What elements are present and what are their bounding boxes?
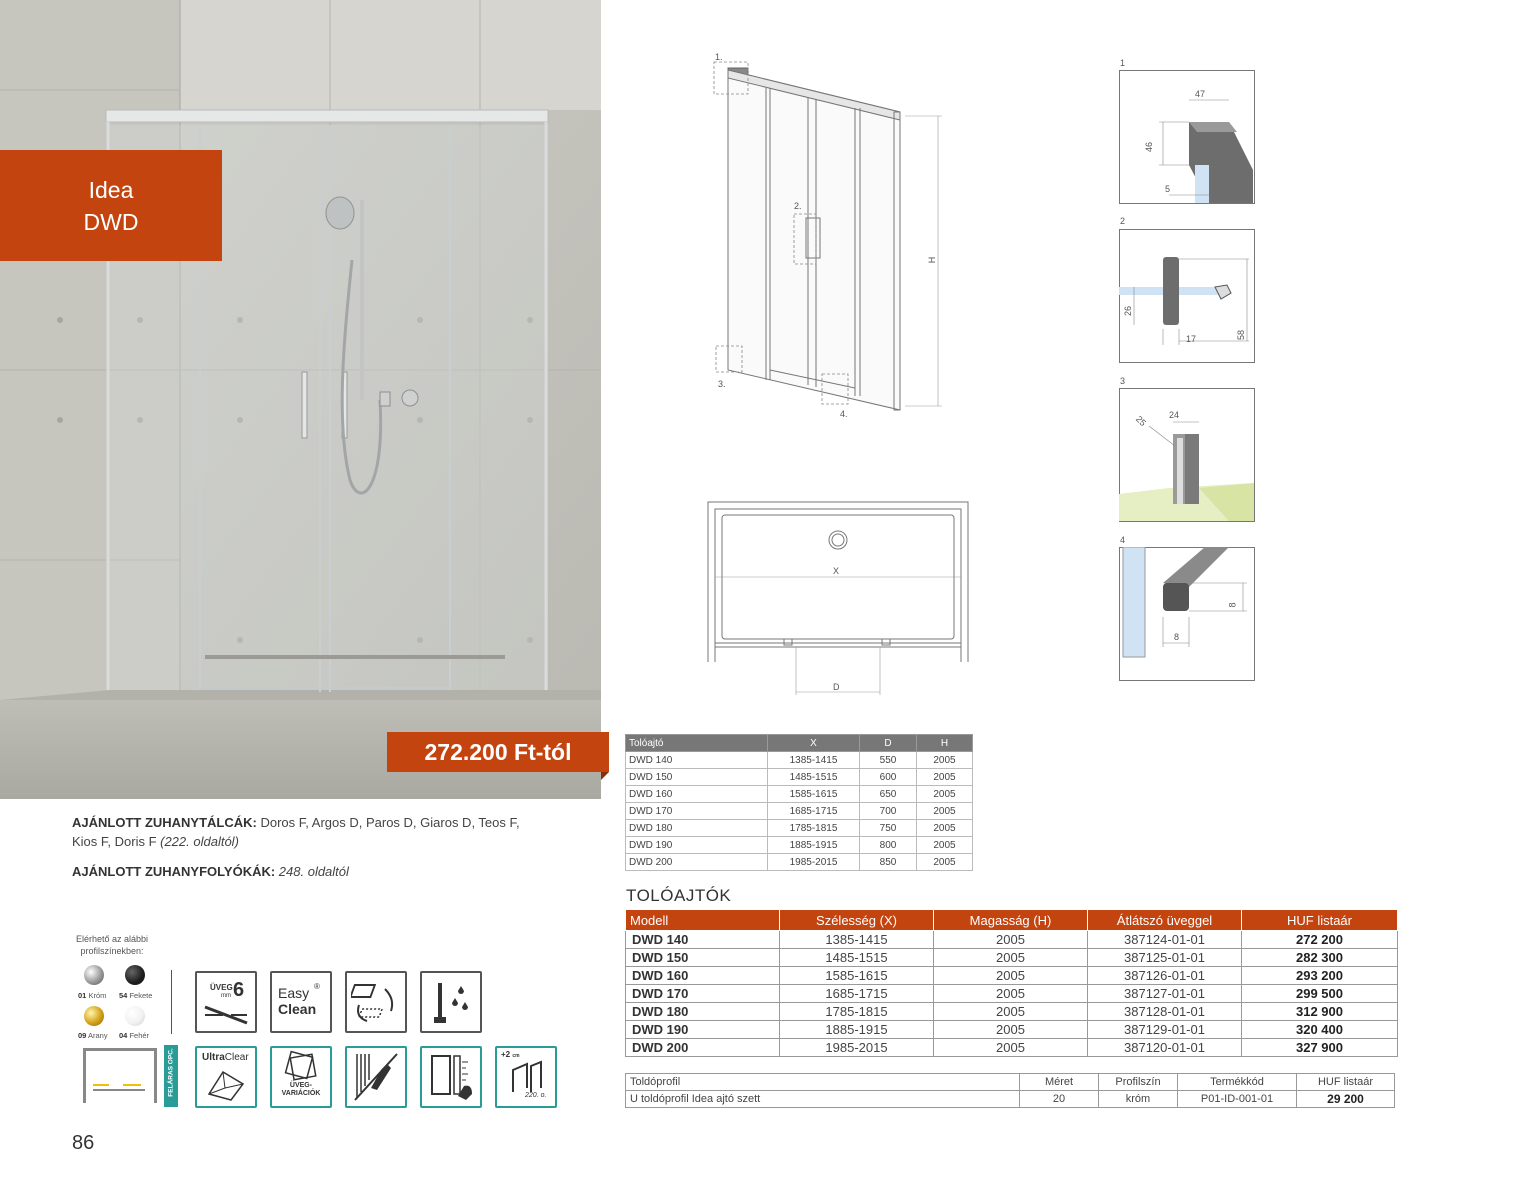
- detail-4-dim-b: 8: [1174, 632, 1180, 642]
- model-cell: DWD 140: [626, 931, 780, 949]
- price-cell: 320 400: [1242, 1021, 1398, 1039]
- table-cell: 1885-1915: [768, 837, 860, 854]
- table-row: [626, 1021, 1398, 1039]
- price-cell: 272 200: [1242, 931, 1398, 949]
- table-cell: 700: [860, 803, 917, 820]
- profile-price: 29 200: [1297, 1091, 1395, 1108]
- profile-code: P01-ID-001-01: [1178, 1091, 1297, 1108]
- col-header: X: [768, 735, 860, 752]
- model-cell: DWD 150: [626, 949, 780, 967]
- price-cell: 293 200: [1242, 967, 1398, 985]
- divider: [171, 970, 172, 1034]
- section-heading: TOLÓAJTÓK: [626, 886, 732, 905]
- reversible-icon: [345, 971, 407, 1033]
- table-row: [626, 854, 973, 871]
- price-cell: 282 300: [1242, 949, 1398, 967]
- shower-photo-illustration: [0, 0, 601, 799]
- drains-ref: 248. oldaltól: [275, 864, 349, 879]
- table-row: [626, 803, 973, 820]
- price-cell: 312 900: [1242, 1003, 1398, 1021]
- detail-1-dim-c: 5: [1165, 184, 1171, 194]
- table-row: [626, 1039, 1398, 1057]
- detail-2-dim-a: 26: [1123, 305, 1134, 317]
- easy-clean-icon: Easy ® Clean: [270, 971, 332, 1033]
- table-cell: DWD 160: [626, 786, 768, 803]
- page-number: 86: [72, 1132, 95, 1154]
- table-cell: 2005: [917, 854, 973, 871]
- table-cell: 2005: [934, 985, 1088, 1003]
- col-header: H: [917, 735, 973, 752]
- col-header: Termékkód: [1178, 1074, 1297, 1091]
- table-row: [626, 1003, 1398, 1021]
- extension-profile-icon: +2 cm 220. o.: [495, 1046, 557, 1108]
- table-cell: DWD 140: [626, 752, 768, 769]
- table-cell: 1385-1415: [780, 931, 934, 949]
- price-tag-fold: [601, 772, 609, 780]
- detail-3-drawing: [1119, 388, 1255, 522]
- table-cell: 387126-01-01: [1088, 967, 1242, 985]
- table-cell: 1685-1715: [780, 985, 934, 1003]
- product-title-box: [0, 150, 222, 261]
- col-header: Tolóajtó: [626, 735, 768, 752]
- profile-adjust-icon: [420, 1046, 482, 1108]
- top-view-diagram: [700, 497, 975, 702]
- price-table-header: [626, 910, 1398, 931]
- col-header: Méret: [1020, 1074, 1099, 1091]
- col-header: HUF listaár: [1242, 910, 1398, 931]
- table-cell: 1885-1915: [780, 1021, 934, 1039]
- detail-2-dim-b: 17: [1186, 334, 1197, 344]
- col-header: Átlátszó üveggel: [1088, 910, 1242, 931]
- dimension-table-header: [626, 735, 973, 752]
- table-cell: 2005: [917, 769, 973, 786]
- callout-4: 4.: [840, 409, 848, 419]
- detail-1-drawing: [1119, 70, 1255, 204]
- table-cell: 1585-1615: [780, 967, 934, 985]
- color-swatch-black: [125, 965, 145, 985]
- table-cell: 1785-1815: [768, 820, 860, 837]
- callout-2: 2.: [794, 201, 802, 211]
- table-cell: 800: [860, 837, 917, 854]
- price-cell: 299 500: [1242, 985, 1398, 1003]
- color-swatch-gold: [84, 1006, 104, 1026]
- table-cell: 650: [860, 786, 917, 803]
- ultraclear-glass-icon: UltraClear: [195, 1046, 257, 1108]
- table-cell: 2005: [917, 803, 973, 820]
- product-name-line2: DWD: [83, 208, 139, 235]
- col-header: Szélesség (X): [780, 910, 934, 931]
- water-drops-icon: [420, 971, 482, 1033]
- table-cell: 387127-01-01: [1088, 985, 1242, 1003]
- detail-4-number: 4: [1120, 535, 1126, 545]
- color-label-gold: 09 Arany: [78, 1031, 108, 1040]
- extension-profile-table: [625, 1073, 1395, 1108]
- model-cell: DWD 180: [626, 1003, 780, 1021]
- table-cell: 600: [860, 769, 917, 786]
- table-row: [626, 837, 973, 854]
- cleaning-brush-icon: [345, 1046, 407, 1108]
- profile-size: 20: [1020, 1091, 1099, 1108]
- detail-2-number: 2: [1120, 216, 1126, 226]
- sliding-doors-plan-icon: [83, 1048, 157, 1103]
- price-cell: 327 900: [1242, 1039, 1398, 1057]
- glass-thickness-icon: ÜVEG mm 6: [195, 971, 257, 1033]
- height-label: H: [926, 256, 937, 264]
- table-row: [626, 1091, 1395, 1108]
- drains-label: AJÁNLOTT ZUHANYFOLYÓKÁK:: [72, 864, 276, 879]
- model-cell: DWD 190: [626, 1021, 780, 1039]
- depth-label: D: [833, 682, 840, 692]
- table-row: [626, 967, 1398, 985]
- width-label: X: [833, 566, 840, 576]
- table-cell: 2005: [934, 1021, 1088, 1039]
- color-swatch-white: [125, 1006, 145, 1026]
- color-swatch-chrome: [84, 965, 104, 985]
- table-cell: 2005: [934, 949, 1088, 967]
- recommended-trays: [72, 813, 542, 851]
- table-cell: 387128-01-01: [1088, 1003, 1242, 1021]
- callout-1: 1.: [715, 52, 723, 62]
- recommended-drains: [72, 862, 542, 881]
- front-view-diagram: [700, 50, 960, 430]
- profile-color: króm: [1099, 1091, 1178, 1108]
- detail-3-dim-a: 24: [1169, 410, 1180, 420]
- table-cell: 2005: [934, 967, 1088, 985]
- table-cell: 1485-1515: [768, 769, 860, 786]
- col-header: D: [860, 735, 917, 752]
- col-header: Modell: [626, 910, 780, 931]
- table-row: [626, 949, 1398, 967]
- table-cell: 1785-1815: [780, 1003, 934, 1021]
- table-cell: DWD 150: [626, 769, 768, 786]
- colors-label: Elérhető az alábbi profilszínekben:: [75, 934, 149, 956]
- table-cell: 387124-01-01: [1088, 931, 1242, 949]
- table-cell: 387129-01-01: [1088, 1021, 1242, 1039]
- product-photo: [0, 0, 601, 799]
- glass-variations-icon: ÜVEG- VARIÁCIÓK: [270, 1046, 332, 1108]
- table-row: [626, 752, 973, 769]
- detail-1-dim-b: 46: [1144, 141, 1155, 153]
- table-cell: 2005: [934, 1003, 1088, 1021]
- table-cell: DWD 170: [626, 803, 768, 820]
- detail-4-drawing: [1119, 547, 1255, 681]
- table-cell: 387125-01-01: [1088, 949, 1242, 967]
- table-row: [626, 769, 973, 786]
- table-cell: 750: [860, 820, 917, 837]
- profile-name: U toldóprofil Idea ajtó szett: [626, 1091, 1020, 1108]
- trays-label: AJÁNLOTT ZUHANYTÁLCÁK:: [72, 815, 257, 830]
- table-cell: 2005: [917, 820, 973, 837]
- price-table: [625, 909, 1398, 1057]
- detail-2-dim-c: 58: [1236, 329, 1247, 341]
- table-row: [626, 786, 973, 803]
- table-cell: 850: [860, 854, 917, 871]
- dimension-table: [625, 734, 973, 871]
- table-cell: 2005: [934, 1039, 1088, 1057]
- table-cell: 2005: [934, 931, 1088, 949]
- profile-table-header: [626, 1074, 1395, 1091]
- table-row: [626, 985, 1398, 1003]
- detail-3-number: 3: [1120, 376, 1126, 386]
- table-cell: 1985-2015: [768, 854, 860, 871]
- color-label-chrome: 01 Króm: [78, 991, 107, 1000]
- table-cell: 1585-1615: [768, 786, 860, 803]
- table-cell: DWD 200: [626, 854, 768, 871]
- col-header: Profilszín: [1099, 1074, 1178, 1091]
- optional-extras-label: FELÁRAS OPC.: [167, 1048, 175, 1097]
- detail-4-dim-a: 8: [1227, 602, 1238, 608]
- model-cell: DWD 160: [626, 967, 780, 985]
- price-tag: 272.200 Ft-tól: [387, 732, 609, 772]
- col-header: HUF listaár: [1297, 1074, 1395, 1091]
- table-cell: DWD 180: [626, 820, 768, 837]
- table-cell: 1485-1515: [780, 949, 934, 967]
- table-cell: 387120-01-01: [1088, 1039, 1242, 1057]
- color-label-black: 54 Fekete: [119, 991, 153, 1000]
- table-cell: 1385-1415: [768, 752, 860, 769]
- model-cell: DWD 200: [626, 1039, 780, 1057]
- table-row: [626, 931, 1398, 949]
- table-cell: 1985-2015: [780, 1039, 934, 1057]
- detail-1-dim-a: 47: [1195, 89, 1206, 99]
- table-cell: 2005: [917, 786, 973, 803]
- table-cell: DWD 190: [626, 837, 768, 854]
- col-header: Toldóprofil: [626, 1074, 1020, 1091]
- col-header: Magasság (H): [934, 910, 1088, 931]
- trays-text: Doros F, Argos D, Paros D, Giaros D, Teos F, Kios F, Doris F: [72, 815, 520, 849]
- table-cell: 2005: [917, 752, 973, 769]
- callout-3: 3.: [718, 379, 726, 389]
- trays-ref: (222. oldaltól): [160, 834, 239, 849]
- color-label-white: 04 Fehér: [119, 1031, 150, 1040]
- product-name-line1: Idea: [88, 176, 134, 203]
- table-cell: 1685-1715: [768, 803, 860, 820]
- model-cell: DWD 170: [626, 985, 780, 1003]
- detail-3-dim-b: 25: [1133, 413, 1149, 429]
- detail-1-number: 1: [1120, 58, 1126, 68]
- optional-extras-bar: [164, 1045, 178, 1107]
- table-cell: 2005: [917, 837, 973, 854]
- table-cell: 550: [860, 752, 917, 769]
- table-row: [626, 820, 973, 837]
